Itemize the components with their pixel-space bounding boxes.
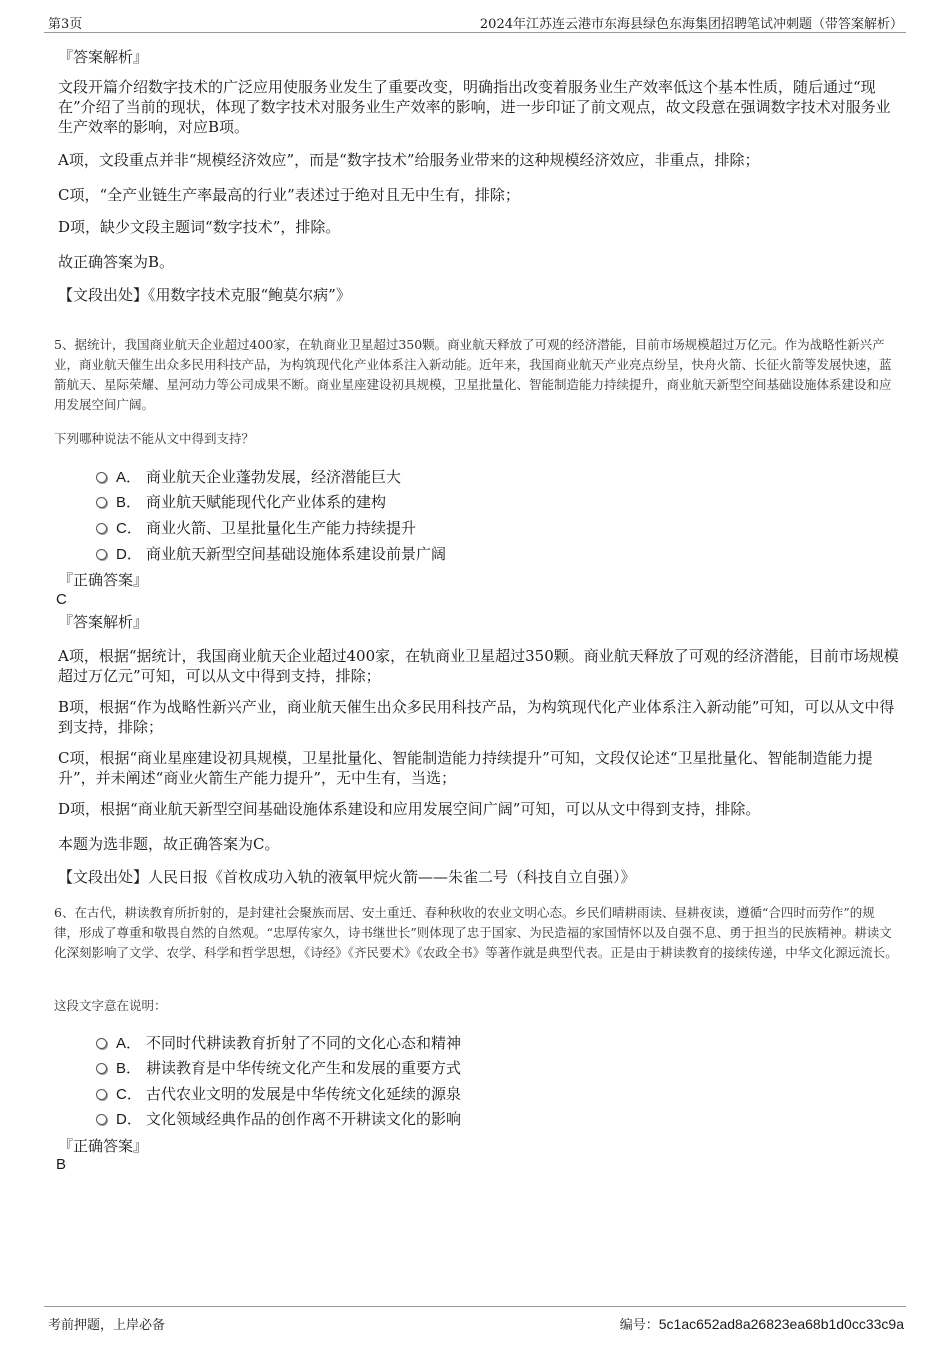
analysis-conclusion: 本题为选非题，故正确答案为C。: [58, 835, 280, 853]
analysis-option-b: B项，根据“作为战略性新兴产业，商业航天催生出众多民用科技产品，为构筑现代化产业体系注入新动能”可知，可以从文中得到支持，排除；: [58, 698, 895, 736]
code-value: 5c1ac652ad8a26823ea68b1d0cc33c9a: [658, 1316, 904, 1332]
analysis-option-a: A项，根据“据统计，我国商业航天企业超过400家，在轨商业卫星超过350颗。商业航天释放了可观的经济潜能，目前市场规模超过万亿元”可知，可以从文中得到支持，排除；: [58, 647, 899, 685]
question-5-stem: 5、据统计，我国商业航天企业超过400家，在轨商业卫星超过350颗。商业航天释放了可观的经济潜能，目前市场规模超过万亿元。作为战略性新兴产业，商业航天催生出众多民用科技产品，为构筑现代化产业体系注入新动能。近年来，我国商业航天产业亮点纷呈，快舟火箭、长征火箭等发展快速，蓝箭航天、星际荣耀、星河动力等公司成果不断。商业星座建设初具规模，卫星批量化、智能制造能力持续提升，商业航天新型空间基础设施体系建设和应用发展空间广阔。: [54, 337, 892, 412]
analysis-option-c: C项，根据“商业星座建设初具规模，卫星批量化、智能制造能力持续提升”可知，文段仅论述“卫星批量化、智能制造能力提升”，并未阐述“商业火箭生产能力提升”，无中生有，当选；: [58, 749, 873, 787]
question-6-prompt: 这段文字意在说明：: [54, 998, 167, 1013]
question-5-prompt: 下列哪种说法不能从文中得到支持？: [54, 431, 255, 446]
radio-button[interactable]: [96, 497, 107, 508]
option-c[interactable]: C． 古代农业文明的发展是中华传统文化延续的源泉: [96, 1084, 461, 1105]
option-a[interactable]: A． 不同时代耕读教育折射了不同的文化心态和精神: [96, 1033, 461, 1054]
source-citation: 【文段出处】人民日报《首枚成功入轨的液氧甲烷火箭——朱雀二号（科技自立自强）》: [58, 868, 636, 886]
radio-button[interactable]: [96, 1038, 107, 1049]
analysis-option-d: D项，根据“商业航天新型空间基础设施体系建设和应用发展空间广阔”可知，可以从文中得到支持，排除。: [58, 800, 761, 818]
analysis-option-c: C项，“全产业链生产率最高的行业”表述过于绝对且无中生有，排除；: [58, 186, 520, 204]
option-b[interactable]: B． 商业航天赋能现代化产业体系的建构: [96, 492, 386, 513]
radio-button[interactable]: [96, 472, 107, 483]
document-code: [620, 1314, 904, 1333]
option-a[interactable]: A． 商业航天企业蓬勃发展，经济潜能巨大: [96, 467, 401, 488]
option-b[interactable]: B． 耕读教育是中华传统文化产生和发展的重要方式: [96, 1058, 461, 1079]
correct-answer-label: 『正确答案』: [58, 1137, 149, 1155]
correct-answer: B: [56, 1156, 67, 1173]
radio-button[interactable]: [96, 1063, 107, 1074]
footer-divider: [44, 1306, 906, 1307]
analysis-label: 『答案解析』: [58, 48, 149, 66]
source-citation: 【文段出处】《用数字技术克服“鲍莫尔病”》: [58, 286, 351, 304]
option-d[interactable]: D． 商业航天新型空间基础设施体系建设前景广阔: [96, 544, 446, 565]
footer-slogan: 考前押题，上岸必备: [48, 1318, 166, 1333]
radio-button[interactable]: [96, 523, 107, 534]
document-title: 2024年江苏连云港市东海县绿色东海集团招聘笔试冲刺题（带答案解析）: [479, 17, 903, 32]
radio-button[interactable]: [96, 549, 107, 560]
option-d[interactable]: D． 文化领域经典作品的创作离不开耕读文化的影响: [96, 1109, 461, 1130]
analysis-paragraph: 文段开篇介绍数字技术的广泛应用使服务业发生了重要改变，明确指出改变着服务业生产效率低这个基本性质，随后通过“现在”介绍了当前的现状，体现了数字技术对服务业生产效率的影响，进一步印证了前文观点，故文段意在强调数字技术对服务业生产效率的影响，对应B项。: [58, 78, 891, 136]
question-6-stem: 6、在古代，耕读教育所折射的，是封建社会聚族而居、安土重迁、春种秋收的农业文明心态。乡民们晴耕雨读、昼耕夜读，遵循“合四时而劳作”的规律，形成了尊重和敬畏自然的自然观。“忠厚传家久，诗书继世长”则体现了忠于国家、为民造福的家国情怀以及自强不息、勇于担当的民族精神。耕读文化深刻影响了文学、农学、科学和哲学思想，《诗经》《齐民要术》《农政全书》等著作就是典型代表。正是由于耕读教育的接续传递，中华文化源远流长。: [54, 905, 898, 960]
analysis-label: 『答案解析』: [58, 613, 149, 631]
correct-answer-label: 『正确答案』: [58, 571, 149, 589]
correct-answer: C: [56, 591, 67, 608]
analysis-option-d: D项，缺少文段主题词“数字技术”，排除。: [58, 218, 341, 236]
analysis-conclusion: 故正确答案为B。: [58, 253, 175, 271]
page-header: [0, 0, 950, 34]
page-number: 第3页: [48, 17, 83, 32]
analysis-option-a: A项，文段重点并非“规模经济效应”，而是“数字技术”给服务业带来的这种规模经济效应，非重点，排除；: [58, 151, 760, 169]
radio-button[interactable]: [96, 1089, 107, 1100]
radio-button[interactable]: [96, 1114, 107, 1125]
code-label: 编号：: [619, 1318, 659, 1333]
header-divider: [44, 32, 906, 33]
option-c[interactable]: C． 商业火箭、卫星批量化生产能力持续提升: [96, 518, 416, 539]
